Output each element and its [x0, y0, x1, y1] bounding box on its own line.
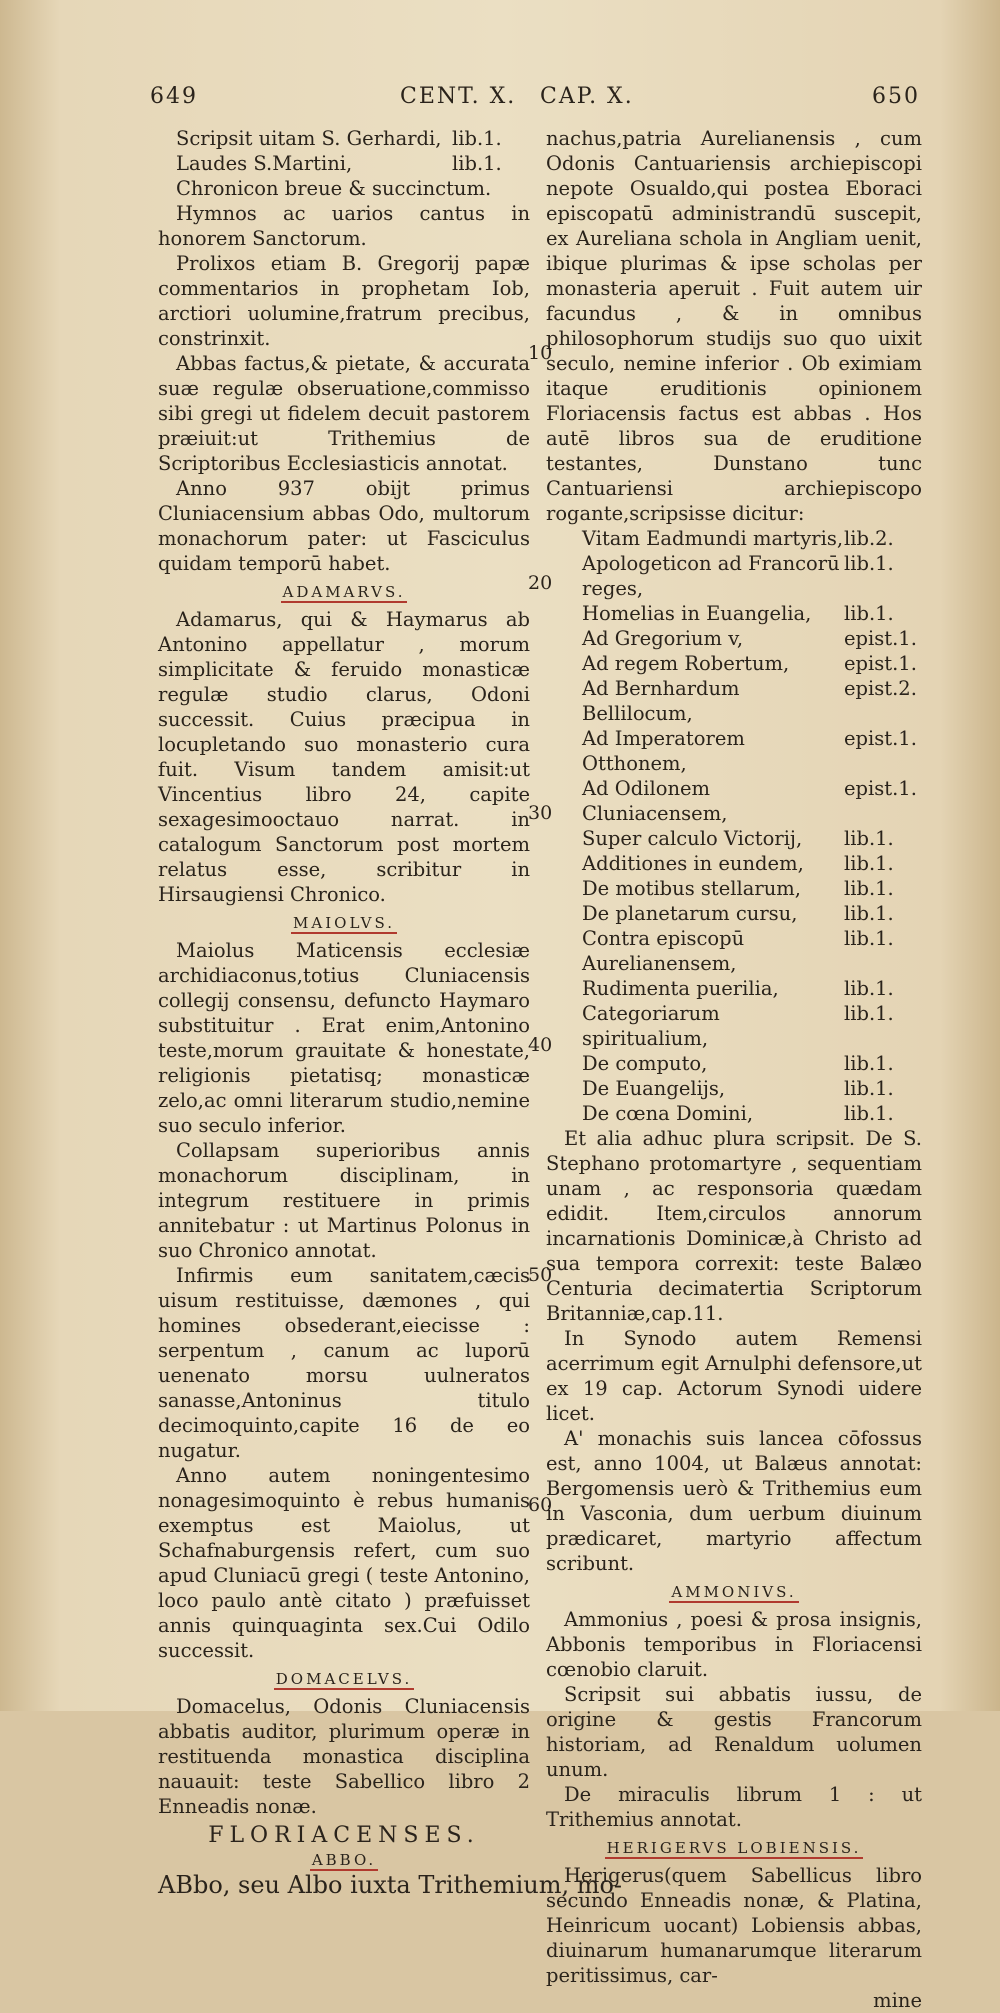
work-count: epist.1.	[844, 652, 917, 675]
list-item: Laudes S.Martini, lib.1.	[176, 152, 502, 175]
paragraph-synodo: In Synodo autem Remensi acerrimum egit Arnulphi defensore,ut ex 19 cap. Actorum Synodi uidere licet.	[546, 1327, 922, 1425]
work-count: epist.2.	[844, 677, 917, 700]
paragraph-chronicon: Chronicon breue & succinctum.	[176, 177, 492, 200]
section-title-floriacenses: FLORIACENSES.	[208, 1823, 480, 1848]
paragraph-herigerus: Herigerus(quem Sabellicus libro secundo Enneadis nonæ, & Platina, Heinricum uocant) Lobiensis abbas, diuinarum humanarumque literarum peritissimus, car-	[546, 1864, 922, 1987]
work-title: Ad Odilonem Cluniacensem,	[582, 777, 728, 825]
paragraph-domacelus: Domacelus, Odonis Cluniacensis abbatis auditor, plurimum operæ in restituenda monastica disciplina nauauit: teste Sabellico libro 2 Enneadis nonæ.	[158, 1695, 530, 1818]
work-count: lib.1.	[844, 827, 894, 850]
list-item	[546, 1076, 922, 1101]
list-item	[546, 926, 922, 976]
work-title: De motibus stellarum,	[582, 877, 801, 900]
work-title: Vitam Eadmundi martyris,	[582, 527, 844, 550]
paragraph-abbo-continued: nachus,patria Aurelianensis , cum Odonis Cantuariensis archiepiscopi nepote Osualdo,qui postea Eboraci episcopatū administrandū suscepit, ex Aureliana schola in Angliam uenit, ibique plurimas & ipse scholas per monasteria aperuit . Fuit autem uir facundus , & in omnibus philosophorum studijs suo quo uixit seculo, nemine inferior . Ob eximiam itaque eruditionis opinionem Floriacensis factus est abbas . Hos autē libros sua de eruditione testantes, Dunstano tunc Cantuariensi archiepiscopo rogante,scripsisse dicitur:	[546, 127, 922, 525]
line-number-40: 40	[528, 1034, 553, 1056]
catchword: mine	[873, 1989, 922, 2012]
work-count: lib.1.	[844, 902, 894, 925]
running-title-cent: CENT. X.	[400, 84, 517, 109]
work-title: Super calculo Victorij,	[582, 827, 803, 850]
work-title: De computo,	[582, 1052, 708, 1075]
work-title: Homelias in Euangelia,	[582, 602, 812, 625]
list-item	[546, 826, 922, 851]
work-count: lib.1.	[844, 852, 894, 875]
work-count: lib.1.	[844, 977, 894, 1000]
paragraph-abbo-start: ABbo, seu Albo iuxta Trithemium, mo-	[158, 1871, 623, 1899]
list-item	[546, 551, 922, 601]
list-item: Scripsit uitam S. Gerhardi, lib.1.	[176, 127, 502, 150]
paragraph-anno-937: Anno 937 obijt primus Cluniacensium abbas Odo, multorum monachorum pater: ut Fasciculus quidam temporū habet.	[158, 477, 530, 575]
paragraph-anno-autem: Anno autem noningentesimo nonagesimoquinto è rebus humanis exemptus est Maiolus, ut Schafnaburgensis refert, cum suo apud Cluniacū gregi ( teste Antonino, loco paulo antè citato ) præfuisset annis quinquaginta sex.Cui Odilo successit.	[158, 1464, 530, 1662]
work-count: lib.1.	[844, 1102, 894, 1125]
list-item	[546, 901, 922, 926]
paragraph-et-alia: Et alia adhuc plura scripsit. De S. Stephano protomartyre , sequentiam unam , ac responsoria quædam edidit. Item,circulos annorum incarnationis Dominicæ,à Christo ad sua tempora correxit: teste Balæo Centuria decimatertia Scriptorum Britanniæ,cap.11.	[546, 1127, 922, 1325]
work-count: lib.1.	[844, 927, 894, 950]
list-item	[546, 601, 922, 626]
paragraph-prolixos: Prolixos etiam B. Gregorij papæ commentarios in prophetam Iob, arctiori uolumine,fratrum precibus, constrinxit.	[158, 252, 530, 350]
work-title: Ad Gregorium v,	[582, 627, 744, 650]
list-item	[546, 1001, 922, 1051]
work-count: epist.1.	[844, 627, 917, 650]
list-item	[546, 976, 922, 1001]
work-title: Rudimenta puerilia,	[582, 977, 779, 1000]
list-item	[546, 676, 922, 726]
work-count: epist.1.	[844, 777, 917, 800]
paragraph-hymnos: Hymnos ac uarios cantus in honorem Sanctorum.	[158, 202, 530, 250]
list-item	[546, 1051, 922, 1076]
list-item	[546, 626, 922, 651]
line-number-20: 20	[528, 572, 553, 594]
list-item	[546, 526, 922, 551]
work-count: lib.1.	[844, 552, 894, 575]
list-item	[546, 1101, 922, 1126]
work-title: Categoriarum spiritualium,	[582, 1002, 720, 1050]
work-count: lib.1.	[844, 1002, 894, 1025]
line-number-10: 10	[528, 342, 553, 364]
list-item	[546, 726, 922, 776]
work-title: De cœna Domini,	[582, 1102, 754, 1125]
work-count: lib.1.	[844, 602, 894, 625]
line-number-30: 30	[528, 802, 553, 824]
right-column	[546, 126, 922, 2013]
line-number-60: 60	[528, 1494, 553, 1516]
work-count: lib.1.	[844, 877, 894, 900]
paragraph-ammonius: Ammonius , poesi & prosa insignis, Abbonis temporibus in Floriacensi cœnobio claruit.	[546, 1608, 922, 1681]
running-title-cap: CAP. X.	[540, 84, 634, 109]
heading-ammonius: AMMONIVS.	[671, 1583, 797, 1601]
list-item	[546, 776, 922, 826]
paragraph-adamarus: Adamarus, qui & Haymarus ab Antonino appellatur , morum simplicitate & feruido monasticæ regulæ studio clarus, Odoni successit. Cuius præcipua in locupletando suo monasterio cura fuit. Visum tandem amisit:ut Vincentius libro 24, capite sexagesimooctauo narrat. in catalogum Sanctorum post mortem relatus esse, scribitur in Hirsaugiensi Chronico.	[158, 608, 530, 906]
heading-domacelus: DOMACELVS.	[275, 1670, 413, 1688]
page-number-right: 650	[872, 84, 920, 109]
paragraph-miraculis: De miraculis librum 1 : ut Trithemius annotat.	[546, 1783, 922, 1831]
work-title: Additiones in eundem,	[582, 852, 804, 875]
paragraph-scripsit: Scripsit sui abbatis iussu, de origine & gestis Francorum historiam, ad Renaldum uolumen unum.	[546, 1683, 922, 1781]
heading-abbo: ABBO.	[311, 1851, 377, 1869]
paragraph-maiolus: Maiolus Maticensis ecclesiæ archidiaconus,totius Cluniacensis collegij consensu, defuncto Haymaro substituitur . Erat enim,Antonino teste,morum grauitate & honestate, religionis pietatisq; monasticæ zelo,ac omni literarum studio,nemine suo seculo inferior.	[158, 939, 530, 1137]
work-title: De Euangelijs,	[582, 1077, 726, 1100]
work-count: epist.1.	[844, 727, 917, 750]
paragraph-infirmis: Infirmis eum sanitatem,cæcis uisum restituisse, dæmones , qui homines obsederant,eiecisse : serpentum , canum ac luporū uenenato morsu uulneratos sanasse,Antoninus titulo decimoquinto,capite 16 de eo nugatur.	[158, 1264, 530, 1462]
work-title: Ad Bernhardum Bellilocum,	[582, 677, 740, 725]
work-title: Apologeticon ad Francorū reges,	[582, 552, 840, 600]
work-count: lib.2.	[844, 527, 894, 550]
page-number-left: 649	[150, 84, 198, 109]
work-title: Ad regem Robertum,	[582, 652, 790, 675]
work-count: lib.1.	[844, 1052, 894, 1075]
work-title: Contra episcopū Aurelianensem,	[582, 927, 745, 975]
works-list-abbo	[546, 526, 922, 1126]
work-count: lib.1.	[844, 1077, 894, 1100]
work-title: De planetarum cursu,	[582, 902, 798, 925]
paragraph-monachis: A' monachis suis lancea cōfossus est, anno 1004, ut Balæus annotat: Bergomensis uerò & Trithemius eum in Vasconia, dum uerbum diuinum prædicaret, martyrio affectum scribunt.	[546, 1427, 922, 1575]
heading-herigerus: HERIGERVS LOBIENSIS.	[606, 1839, 862, 1857]
line-number-50: 50	[528, 1264, 553, 1286]
works-list-gerhardus	[158, 126, 530, 176]
paragraph-abbas: Abbas factus,& pietate, & accurata suæ regulæ obseruatione,commisso sibi gregi ut fidelem decuit pastorem præiuit:ut Trithemius de Scriptoribus Ecclesiasticis annotat.	[158, 352, 530, 475]
heading-maiolus: MAIOLVS.	[293, 914, 395, 932]
list-item	[546, 876, 922, 901]
list-item	[546, 851, 922, 876]
heading-adamarus: ADAMARVS.	[282, 583, 406, 601]
list-item	[546, 651, 922, 676]
work-title: Ad Imperatorem Otthonem,	[582, 727, 745, 775]
running-header	[0, 84, 1000, 124]
paragraph-collapsam: Collapsam superioribus annis monachorum disciplinam, in integrum restituere in primis annitebatur : ut Martinus Polonus in suo Chronico annotat.	[158, 1139, 530, 1262]
